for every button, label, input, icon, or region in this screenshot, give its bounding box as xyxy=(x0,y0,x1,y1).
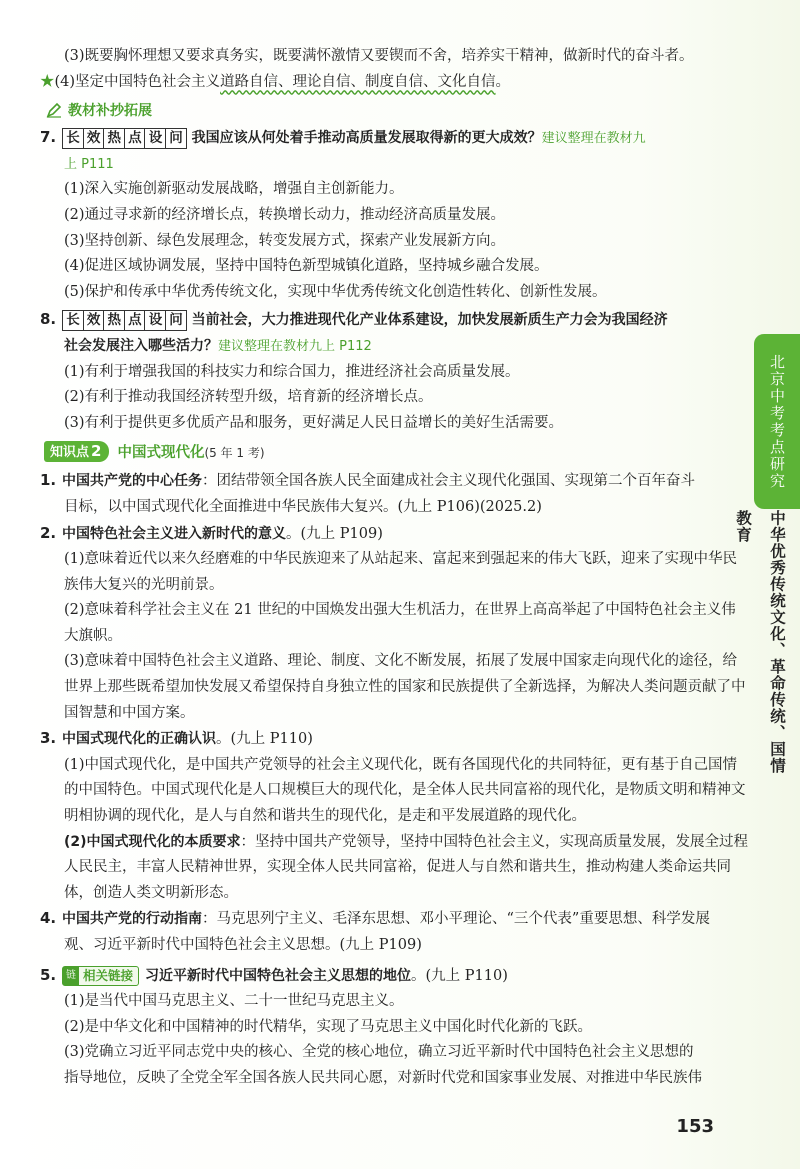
link-icon: 链 xyxy=(63,967,79,985)
top-line-4: ★(4)坚定中国特色社会主义道路自信、理论自信、制度自信、文化自信。 xyxy=(40,73,511,90)
question-7: 7. 长 效 热 点 设 问 我国应该从何处着手推动高质量发展取得新的更大成效？建议整理在教材九 xyxy=(40,125,750,152)
item-4: 4. 中国共产党的行动指南：马克思列宁主义、毛泽东思想、邓小平理论、“三个代表”重要思想、科学发展 xyxy=(40,909,710,928)
q7-answer: (2)通过寻求新的经济增长点，转换增长动力，推动经济高质量发展。 xyxy=(64,206,506,223)
pencil-icon xyxy=(46,102,62,118)
item-3: 3. 中国式现代化的正确认识。(九上 P110) xyxy=(40,729,313,748)
item-2-para: (2)意味着科学社会主义在 21 世纪的中国焕发出强大生机活力，在世界上高高举起了中国特色社会主义伟大旗帜。 xyxy=(64,602,736,644)
q8-answer: (1)有利于增强我国的科技实力和综合国力，推进经济社会高质量发展。 xyxy=(64,363,520,380)
question-8-cont: 社会发展注入哪些活力？建议整理在教材九上 P112 xyxy=(64,337,372,354)
related-link-badge: 链 相关链接 xyxy=(62,966,139,986)
knowledge-point-title: 中国式现代化(5 年 1 考) xyxy=(117,444,265,461)
item-1-cont: 目标，以中国式现代化全面推进中华民族伟大复兴。(九上 P106)(2025.2) xyxy=(64,498,542,515)
side-section-label: 中华优秀传统文化、革命传统、国情教育 xyxy=(734,510,786,774)
knowledge-point-badge: 知识点 2 xyxy=(44,441,109,462)
question-8: 8. 长 效 热 点 设 问 当前社会，大力推进现代化产业体系建设，加快发展新质生产力会为我国经济 xyxy=(40,307,750,334)
side-tab-chapter: 北京中考考点研究 xyxy=(754,334,800,509)
q7-answer: (1)深入实施创新驱动发展战略，增强自主创新能力。 xyxy=(64,181,404,198)
item-2: 2. 中国特色社会主义进入新时代的意义。(九上 P109) xyxy=(40,523,383,542)
item-2-para: (1)意味着近代以来久经磨难的中华民族迎来了从站起来、富起来到强起来的伟大飞跃，迎来了实现中华民族伟大复兴的光明前景。 xyxy=(64,551,738,593)
item-5-answer: (3)党确立习近平同志党中央的核心、全党的核心地位，确立习近平新时代中国特色社会主义思想的 xyxy=(64,1044,694,1061)
supplement-section-title: 教材补抄拓展 xyxy=(46,97,750,123)
q8-answer: (2)有利于推动我国经济转型升级，培育新的经济增长点。 xyxy=(64,389,433,406)
long-effect-hot-question-label: 长 效 热 点 设 问 xyxy=(62,128,186,149)
item-3-para: (1)中国式现代化，是中国共产党领导的社会主义现代化，既有各国现代化的共同特征，更有基于自己国情的中国特色。中国式现代化是人口规模巨大的现代化，是全体人民共同富裕的现代化，是物质文明和精神文明相协调的现代化，是人与自然和谐共生的现代化，是走和平发展道路的现代化。 xyxy=(64,756,746,825)
item-5-answer: (2)是中华文化和中国精神的时代精华，实现了马克思主义中国化时代化新的飞跃。 xyxy=(64,1018,593,1035)
item-4-cont: 观、习近平新时代中国特色社会主义思想。(九上 P109) xyxy=(64,937,422,953)
question-7-hint: 上 P111 xyxy=(64,156,114,172)
q7-answer: (5)保护和传承中华优秀传统文化，实现中华优秀传统文化创造性转化、创新性发展。 xyxy=(64,283,607,300)
q7-answer: (4)促进区域协调发展，坚持中国特色新型城镇化道路，坚持城乡融合发展。 xyxy=(64,258,549,275)
page-number: 153 xyxy=(676,1116,714,1137)
item-5-answer: (1)是当代中国马克思主义、二十一世纪马克思主义。 xyxy=(64,993,404,1010)
top-line-3: (3)既要胸怀理想又要求真务实，既要满怀激情又要锲而不舍，培养实干精神，做新时代的奋斗者。 xyxy=(64,48,694,64)
item-3-para: (2)中国式现代化的本质要求：坚持中国共产党领导，坚持中国特色社会主义，实现高质量发展，发展全过程人民民主，丰富人民精神世界，实现全体人民共同富裕，促进人与自然和谐共生，推动构建人类命运共同体，创造人类文明新形态。 xyxy=(64,833,749,901)
item-5: 5. 链 相关链接 习近平新时代中国特色社会主义思想的地位。(九上 P110) xyxy=(40,965,508,984)
q7-answer: (3)坚持创新、绿色发展理念，转变发展方式，探索产业发展新方向。 xyxy=(64,232,506,249)
long-effect-hot-question-label: 长 效 热 点 设 问 xyxy=(62,310,186,331)
item-5-answer: 指导地位，反映了全党全军全国各族人民共同心愿，对新时代党和国家事业发展、对推进中华民族伟 xyxy=(64,1069,702,1086)
page-content xyxy=(40,44,750,1092)
star-icon: ★ xyxy=(40,73,55,90)
item-2-para: (3)意味着中国特色社会主义道路、理论、制度、文化不断发展，拓展了发展中国家走向现代化的途径，给世界上那些既希望加快发展又希望保持自身独立性的国家和民族提供了全新选择，为解决人类问题贡献了中国智慧和中国方案。 xyxy=(64,653,746,721)
knowledge-point-header xyxy=(44,438,750,464)
q8-answer: (3)有利于提供更多优质产品和服务，更好满足人民日益增长的美好生活需要。 xyxy=(64,414,564,431)
wavy-underlined-text: 道路自信、理论自信、制度自信、文化自信 xyxy=(220,73,496,90)
item-1: 1. 中国共产党的中心任务：团结带领全国各族人民全面建成社会主义现代化强国、实现第二个百年奋斗 xyxy=(40,471,695,490)
